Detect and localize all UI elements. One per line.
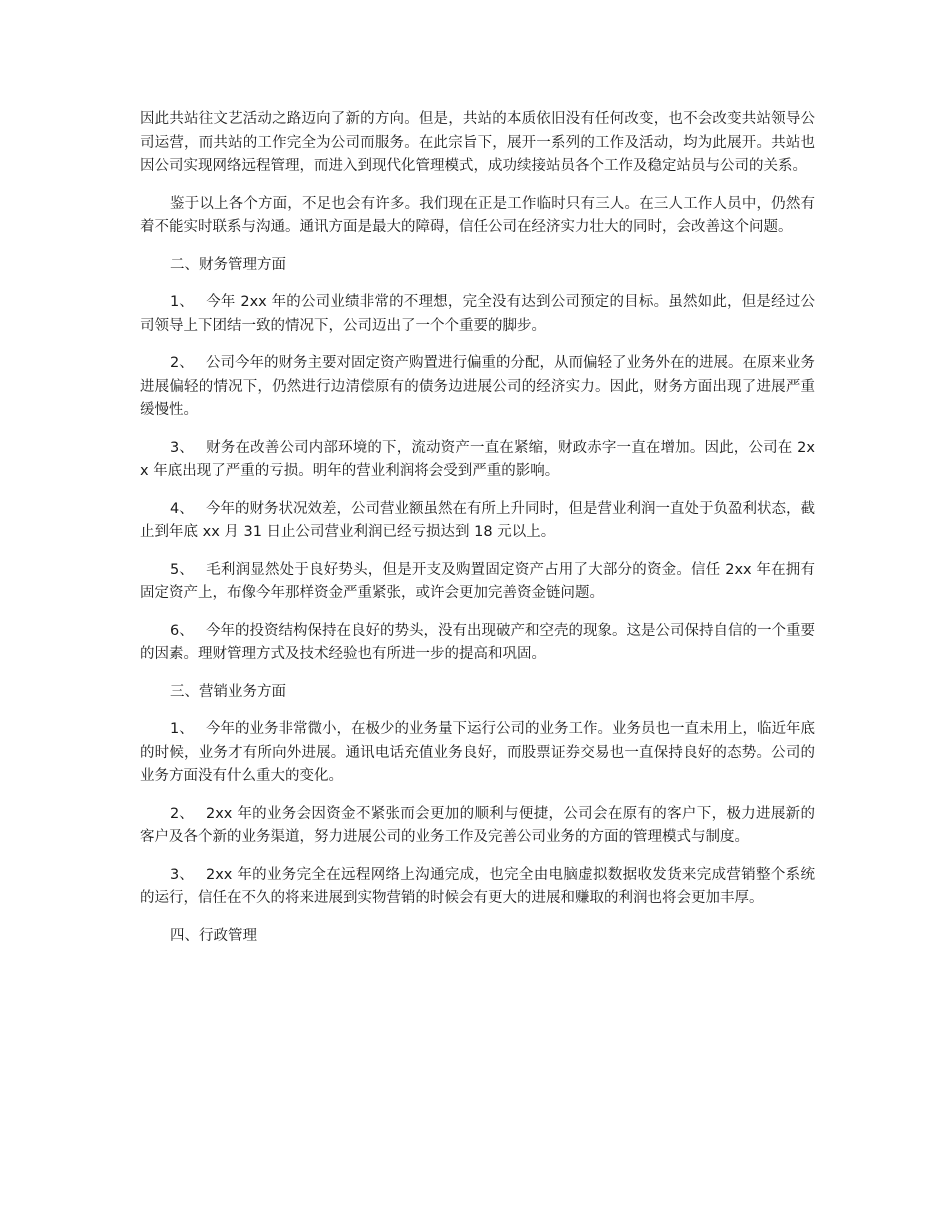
list-item-number: 6、 (170, 622, 194, 639)
list-item (140, 620, 815, 667)
list-item (140, 437, 815, 484)
list-item-number: 3、 (170, 439, 194, 456)
list-item (140, 291, 815, 338)
list-item-text: 今年的财务状况效差，公司营业额虽然在有所上升同时，但是营业利润一直处于负盈利状态，截止到年底 xx 月 31 日止公司营业利润已经亏损达到 18 元以上。 (140, 500, 815, 540)
list-item-text: 2xx 年的业务会因资金不紧张而会更加的顺利与便捷，公司会在原有的客户下，极力进展新的客户及各个新的业务渠道，努力进展公司的业务工作及完善公司业务的方面的管理模式与制度。 (140, 805, 815, 845)
list-item-number: 1、 (170, 721, 194, 737)
list-item-text: 今年 2xx 年的公司业绩非常的不理想，完全没有达到公司预定的目标。虽然如此，但是经过公司领导上下团结一致的情况下，公司迈出了一个个重要的脚步。 (140, 294, 815, 334)
list-item-number: 4、 (170, 500, 194, 517)
list-item-text: 2xx 年的业务完全在远程网络上沟通完成，也完全由电脑虚拟数据收发货来完成营销整个系统的运行，信任在不久的将来进展到实物营销的时候会有更大的进展和赚取的利润也将会更加丰厚。 (140, 866, 815, 906)
list-item-text: 今年的业务非常微小，在极少的业务量下运行公司的业务工作。业务员也一直未用上，临近年底的时候，业务才有所向外进展。通讯电话充值业务良好，而股票证券交易也一直保持良好的态势。公司的业务方面没有什么重大的变化。 (140, 721, 815, 784)
list-item (140, 352, 815, 423)
section-heading-administration: 四、行政管理 (170, 927, 257, 944)
list-item-number: 3、 (170, 866, 194, 883)
list-item (140, 803, 815, 850)
list-item (140, 718, 815, 789)
list-item-text: 财务在改善公司内部环境的下，流动资产一直在紧缩，财政赤字一直在增加。因此，公司在 2xx 年底出现了严重的亏损。明年的营业利润将会受到严重的影响。 (140, 439, 815, 479)
document-page (140, 108, 815, 962)
list-item-number: 1、 (170, 294, 194, 310)
list-item (140, 498, 815, 545)
section-heading-finance: 二、财务管理方面 (170, 256, 286, 273)
list-item-text: 毛利润显然处于良好势头，但是开支及购置固定资产占用了大部分的资金。信任 2xx 年在拥有固定资产上，布像今年那样资金严重紧张，或许会更加完善资金链问题。 (140, 561, 815, 601)
list-item-text: 今年的投资结构保持在良好的势头，没有出现破产和空壳的现象。这是公司保持自信的一个重要的因素。理财管理方式及技术经验也有所进一步的提高和巩固。 (140, 622, 815, 662)
list-item-text: 公司今年的财务主要对固定资产购置进行偏重的分配，从而偏轻了业务外在的进展。在原来业务进展偏轻的情况下，仍然进行边清偿原有的债务边进展公司的经济实力。因此，财务方面出现了进展严重缓慢性。 (140, 355, 815, 418)
section-heading-marketing: 三、营销业务方面 (170, 683, 286, 700)
list-item-number: 5、 (170, 561, 194, 578)
list-item (140, 559, 815, 606)
body-paragraph: 鉴于以上各个方面，不足也会有许多。我们现在正是工作临时只有三人。在三人工作人员中，仍然有着不能实时联系与沟通。通讯方面是最大的障碍，信任公司在经济实力壮大的同时，会改善这个问题。 (140, 195, 815, 235)
body-paragraph: 因此共站往文艺活动之路迈向了新的方向。但是，共站的本质依旧没有任何改变，也不会改变共站领导公司运营，而共站的工作完全为公司而服务。在此宗旨下，展开一系列的工作及活动，均为此展开。共站也因公司实现网络远程管理，而进入到现代化管理模式，成功续接站员各个工作及稳定站员与公司的关系。 (140, 111, 815, 174)
list-item-number: 2、 (170, 805, 194, 822)
list-item-number: 2、 (170, 355, 194, 371)
list-item (140, 864, 815, 911)
